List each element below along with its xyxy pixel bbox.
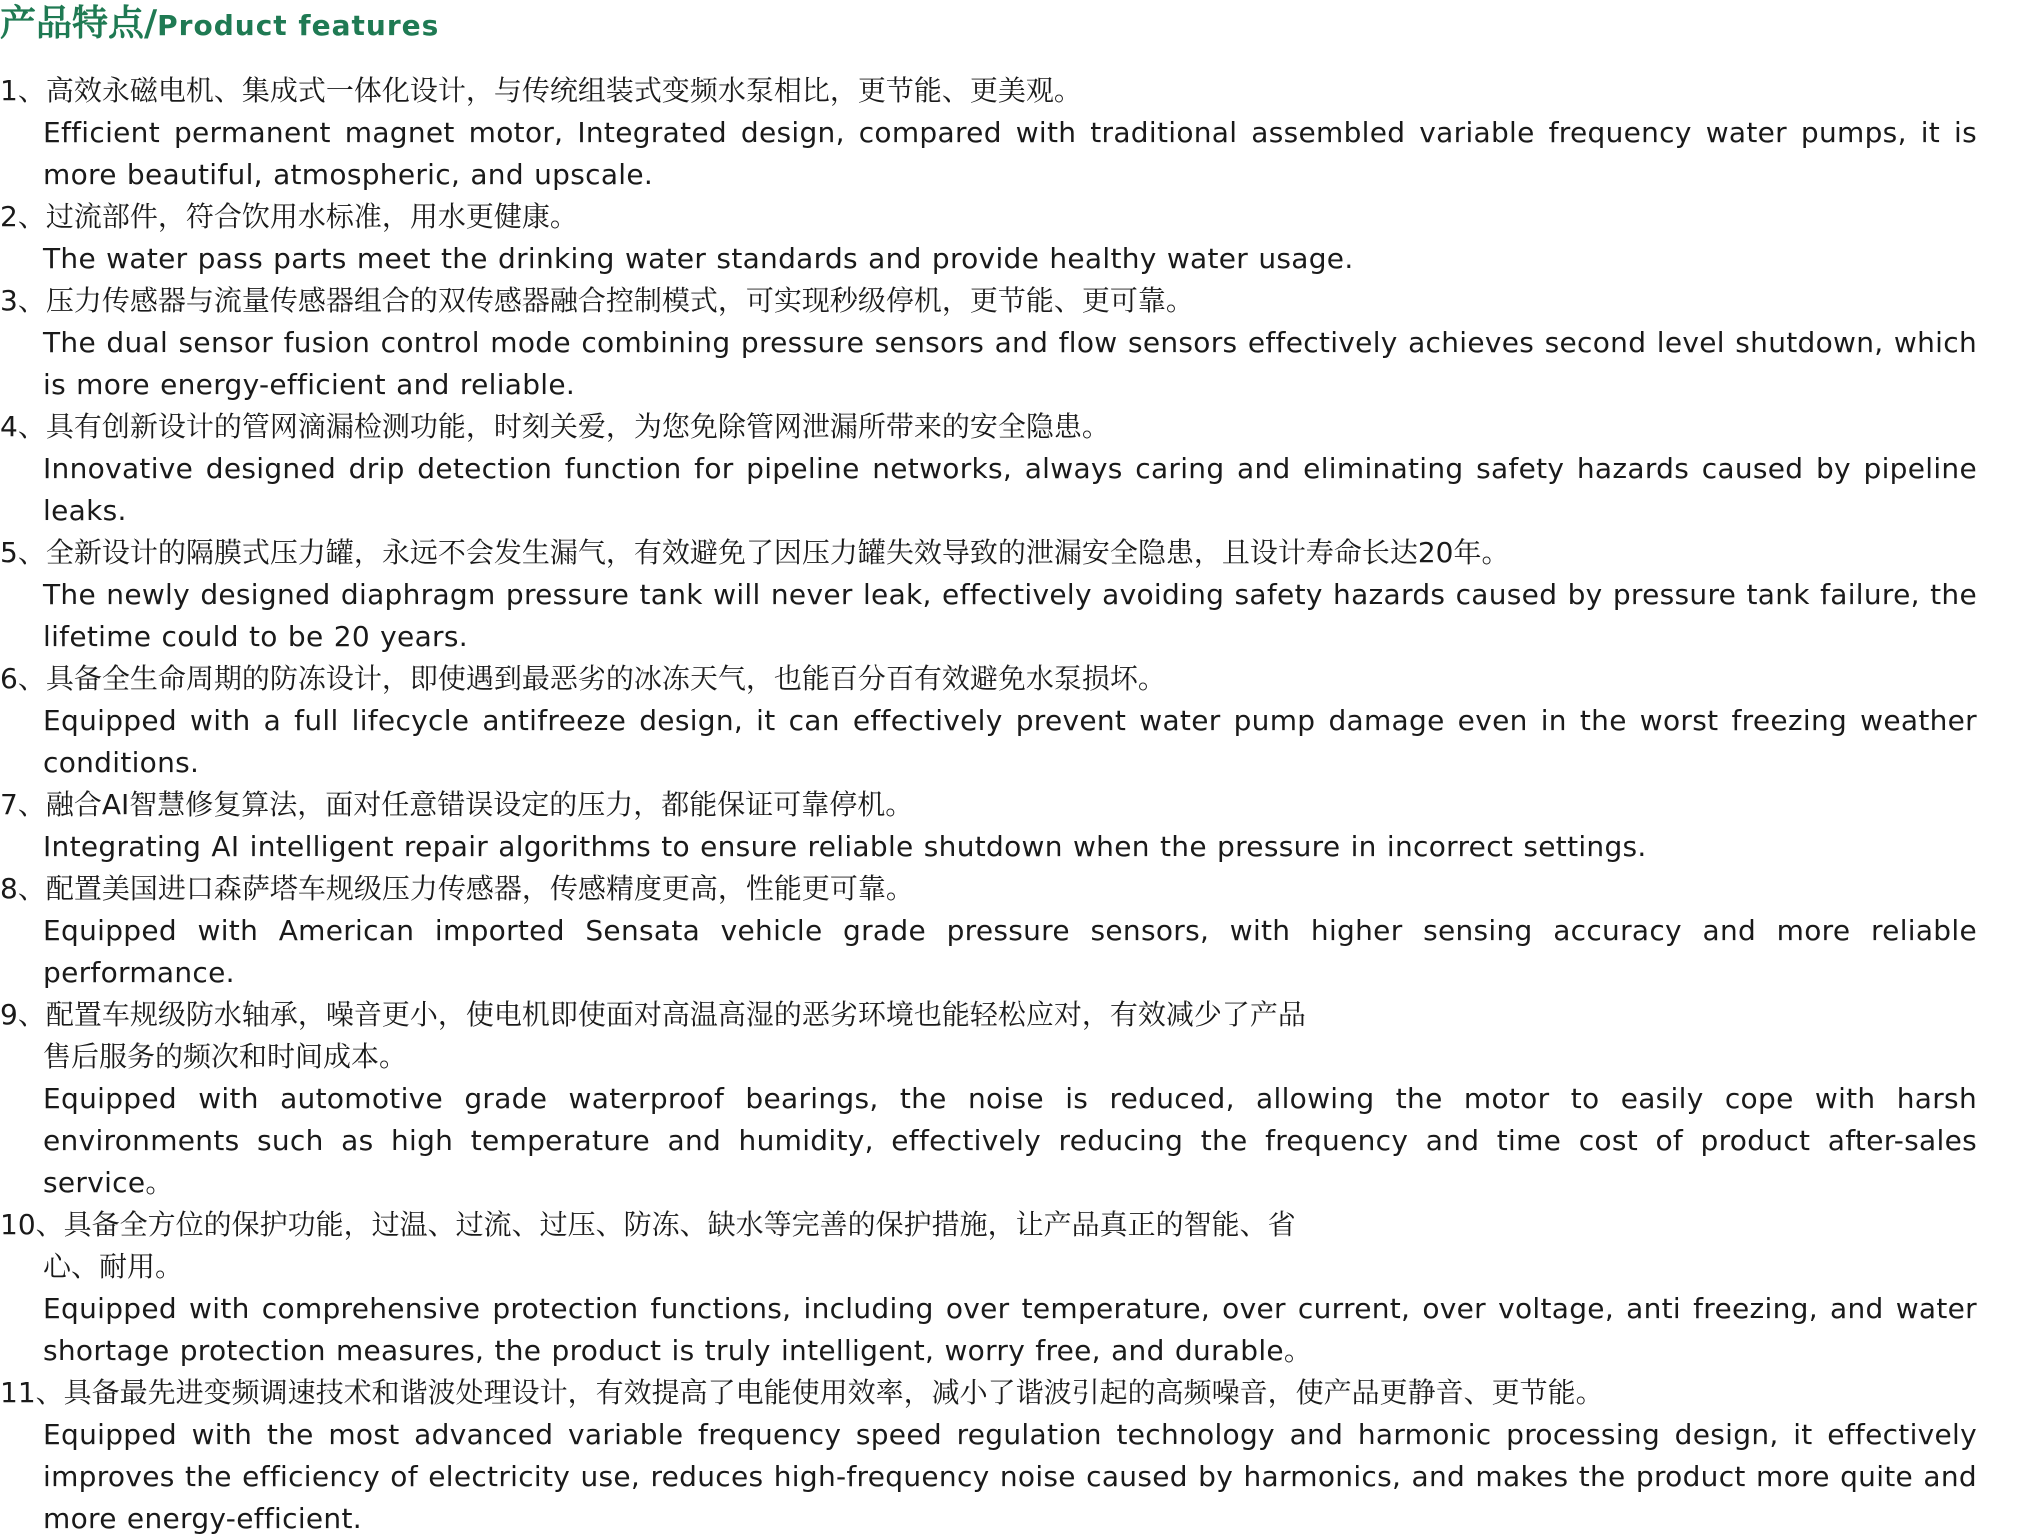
feature-item-4	[0, 406, 2020, 532]
feature-3-chinese-text: 3、压力传感器与流量传感器组合的双传感器融合控制模式，可实现秒级停机，更节能、更可靠。	[0, 284, 1194, 317]
feature-2-english-text: The water pass parts meet the drinking water standards and provide healthy water usage.	[43, 242, 1354, 275]
feature-3-english-text: The dual sensor fusion control mode combining pressure sensors and flow sensors effectively achieves second level shutdown, which is more energy-efficient and reliable.	[43, 326, 1977, 401]
feature-1-chinese-text: 1、高效永磁电机、集成式一体化设计，与传统组装式变频水泵相比，更节能、更美观。	[0, 74, 1082, 107]
feature-4-chinese-text: 4、具有创新设计的管网滴漏检测功能，时刻关爱，为您免除管网泄漏所带来的安全隐患。	[0, 410, 1110, 443]
page-title-chinese: 产品特点/	[0, 3, 158, 44]
feature-7-english-text: Integrating AI intelligent repair algorithms to ensure reliable shutdown when the pressure in incorrect settings.	[43, 830, 1647, 863]
feature-11-english-text: Equipped with the most advanced variable frequency speed regulation technology and harmonic processing design, it effectively improves the efficiency of electricity use, reduces high-frequency noise caused by harmonics, and makes the product more quite and more energy-efficient.	[43, 1418, 1977, 1535]
feature-list	[0, 70, 2020, 1540]
feature-item-9	[0, 994, 2020, 1204]
feature-7-chinese-text: 7、融合AI智慧修复算法，面对任意错误设定的压力，都能保证可靠停机。	[0, 788, 914, 821]
feature-10-chinese-text: 10、具备全方位的保护功能，过温、过流、过压、防冻、缺水等完善的保护措施，让产品真正的智能、省	[0, 1208, 1296, 1241]
feature-9-chinese-text: 9、配置车规级防水轴承，噪音更小，使电机即使面对高温高湿的恶劣环境也能轻松应对，有效减少了产品	[0, 998, 1306, 1031]
feature-item-7	[0, 784, 2020, 868]
feature-item-10	[0, 1204, 2020, 1372]
feature-11-chinese-text: 11、具备最先进变频调速技术和谐波处理设计，有效提高了电能使用效率，减小了谐波引起的高频噪音，使产品更静音、更节能。	[0, 1376, 1604, 1409]
feature-5-chinese-text: 5、全新设计的隔膜式压力罐，永远不会发生漏气，有效避免了因压力罐失效导致的泄漏安全隐患，且设计寿命长达20年。	[0, 536, 1510, 569]
feature-item-5	[0, 532, 2020, 658]
feature-5-english-text: The newly designed diaphragm pressure tank will never leak, effectively avoiding safety hazards caused by pressure tank failure, the lifetime could to be 20 years.	[43, 578, 1977, 653]
page-title-english: Product features	[157, 9, 440, 42]
feature-8-chinese-text: 8、配置美国进口森萨塔车规级压力传感器，传感精度更高，性能更可靠。	[0, 872, 914, 905]
feature-10-english-text: Equipped with comprehensive protection functions, including over temperature, over current, over voltage, anti freezing, and water shortage protection measures, the product is truly intelligent, worry free, and durable。	[43, 1292, 1977, 1367]
feature-item-11	[0, 1372, 2020, 1540]
feature-9-english-text: Equipped with automotive grade waterproof bearings, the noise is reduced, allowing the motor to easily cope with harsh environments such as high temperature and humidity, effectively reducing the frequency and time cost of product after-sales service。	[43, 1082, 1977, 1199]
page-title	[0, 0, 439, 48]
feature-6-english-text: Equipped with a full lifecycle antifreeze design, it can effectively prevent water pump damage even in the worst freezing weather conditions.	[43, 704, 1977, 779]
feature-item-1	[0, 70, 2020, 196]
feature-8-english-text: Equipped with American imported Sensata vehicle grade pressure sensors, with higher sensing accuracy and more reliable performance.	[43, 914, 1977, 989]
feature-2-chinese-text: 2、过流部件，符合饮用水标准，用水更健康。	[0, 200, 578, 233]
feature-1-english-text: Efficient permanent magnet motor, Integrated design, compared with traditional assembled variable frequency water pumps, it is more beautiful, atmospheric, and upscale.	[43, 116, 1977, 191]
feature-10-chinese-text-continued: 心、耐用。	[43, 1250, 184, 1283]
feature-4-english-text: Innovative designed drip detection function for pipeline networks, always caring and eliminating safety hazards caused by pipeline leaks.	[43, 452, 1977, 527]
feature-6-chinese-text: 6、具备全生命周期的防冻设计，即使遇到最恶劣的冰冻天气，也能百分百有效避免水泵损坏。	[0, 662, 1166, 695]
feature-item-2	[0, 196, 2020, 280]
feature-item-8	[0, 868, 2020, 994]
feature-9-chinese-text-continued: 售后服务的频次和时间成本。	[43, 1040, 408, 1073]
feature-item-3	[0, 280, 2020, 406]
feature-item-6	[0, 658, 2020, 784]
